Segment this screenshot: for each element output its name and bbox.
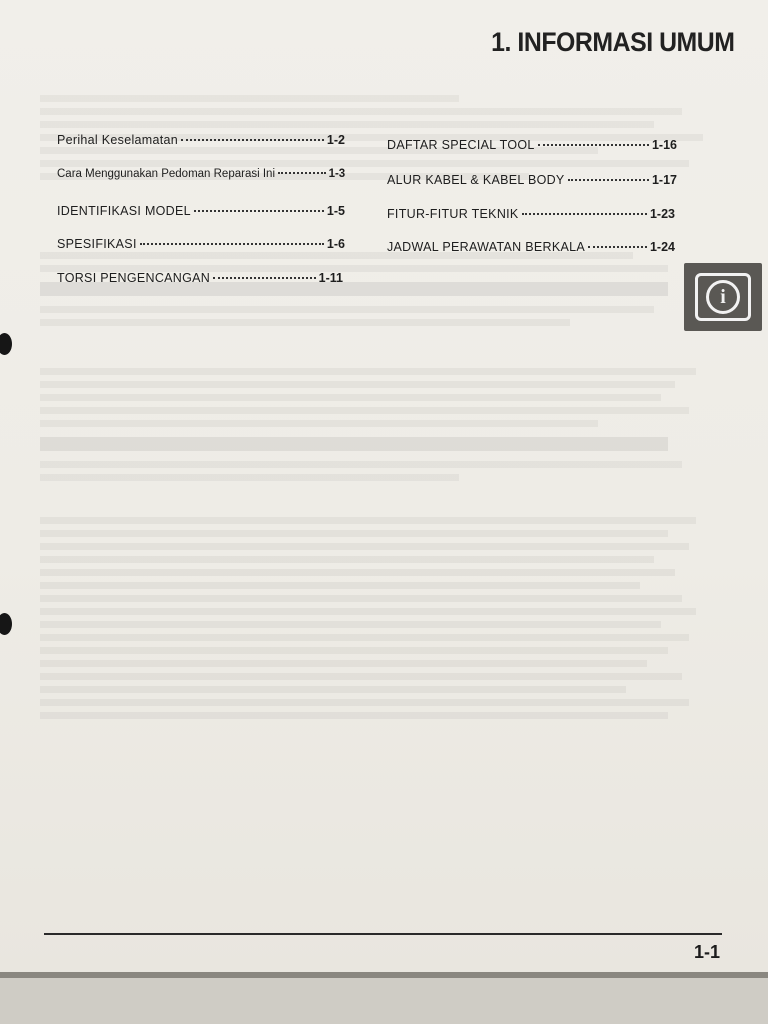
toc-item-label: Cara Menggunakan Pedoman Reparasi Ini (57, 168, 275, 180)
leader-dots (568, 179, 649, 181)
leader-dots (213, 277, 316, 279)
leader-dots (538, 144, 649, 146)
leader-dots (181, 139, 324, 141)
toc-item-page: 1-6 (326, 237, 345, 251)
background-surface (0, 978, 768, 1024)
toc-item-daftar-special-tool[interactable] (387, 138, 677, 152)
toc-item-page: 1-2 (326, 133, 345, 147)
section-tab-info[interactable] (684, 263, 762, 331)
chapter-title: 1. INFORMASI UMUM (490, 27, 734, 57)
toc-item-identifikasi-model[interactable] (57, 204, 345, 218)
toc-item-page: 1-11 (318, 271, 343, 285)
toc-item-label: JADWAL PERAWATAN BERKALA (387, 240, 585, 254)
toc-item-fitur-fitur-teknik[interactable] (387, 207, 675, 221)
toc-item-page: 1-16 (651, 138, 677, 152)
leader-dots (278, 172, 326, 174)
toc-item-alur-kabel[interactable] (387, 173, 677, 187)
toc-item-page: 1-5 (326, 204, 345, 218)
toc-item-label: ALUR KABEL & KABEL BODY (387, 173, 565, 187)
leader-dots (194, 210, 324, 212)
toc-item-page: 1-24 (649, 240, 675, 254)
toc-item-label: DAFTAR SPECIAL TOOL (387, 138, 535, 152)
toc-item-torsi-pengencangan[interactable] (57, 271, 343, 285)
page-number: 1-1 (693, 942, 720, 962)
toc-item-cara-menggunakan[interactable] (57, 168, 345, 180)
toc-item-perihal-keselamatan[interactable] (57, 133, 345, 147)
toc-item-spesifikasi[interactable] (57, 237, 345, 251)
toc-item-label: TORSI PENGENCANGAN (57, 271, 211, 285)
info-icon: i (706, 280, 740, 314)
footer-divider (44, 933, 722, 935)
toc-item-label: IDENTIFIKASI MODEL (57, 204, 191, 218)
leader-dots (140, 243, 324, 245)
leader-dots (522, 213, 647, 215)
info-icon-frame (695, 273, 751, 321)
toc-item-page: 1-23 (649, 207, 675, 221)
reverse-side-show-through (40, 60, 738, 725)
toc-item-page: 1-3 (328, 168, 345, 180)
toc-item-label: FITUR-FITUR TEKNIK (387, 207, 519, 221)
toc-item-jadwal-perawatan[interactable] (387, 240, 675, 254)
toc-item-page: 1-17 (651, 173, 677, 187)
toc-item-label: SPESIFIKASI (57, 237, 137, 251)
toc-item-label: Perihal Keselamatan (57, 133, 179, 147)
leader-dots (588, 246, 647, 248)
